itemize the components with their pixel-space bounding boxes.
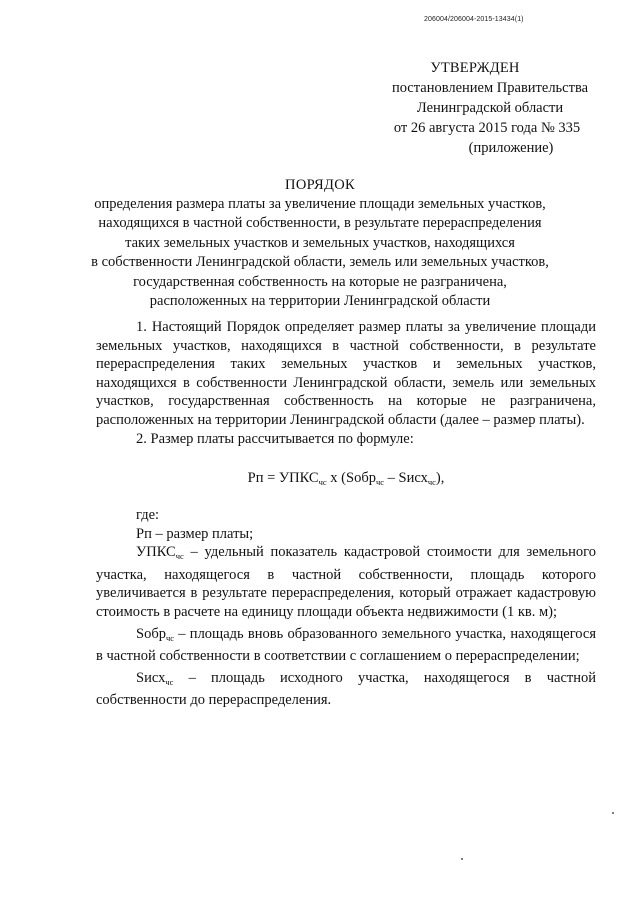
definition-term: УПКС — [136, 544, 176, 561]
approval-line-4: (приложение) — [468, 140, 554, 156]
approval-line-1: постановлением Правительства — [391, 80, 589, 96]
definition-text: – удельный показатель кадастровой стоимости для земельного участка, находящегося в частной собственности, площадь которого увеличивается в результате перераспределения, который отражает кадастровую стоимость в расчете на единицу площади объекта недвижимости (1 кв. м); — [96, 544, 596, 620]
definition-sisx — [96, 669, 596, 710]
definition-term-sub: чс — [165, 632, 175, 643]
definition-text: – площадь исходного участка, находящегося в частной собственности до перераспределения. — [96, 669, 596, 709]
document-subtitle — [60, 195, 580, 311]
definitions-block — [96, 506, 596, 710]
paragraph-1-block — [96, 318, 596, 430]
formula-mid: х (Sобр — [326, 470, 376, 486]
paragraph-1: 1. Настоящий Порядок определяет размер платы за увеличение площади земельных участков, находящихся в частной собственности, в результате перераспределения таких земельных участков и земельных участков, находящихся в собственности Ленинградской области, земель или земельных участков, государственная собственность на которые не разграничена, расположенных на территории Ленинградской области (далее – размер платы). — [96, 319, 596, 428]
definition-term-sub: чс — [175, 551, 184, 562]
formula — [96, 470, 596, 487]
approval-line-2: Ленинградской области — [416, 100, 564, 116]
formula-sub: чс — [375, 477, 385, 487]
where-label: где: — [136, 507, 160, 523]
formula-sub: чс — [318, 477, 327, 487]
definition-sobr — [96, 625, 596, 666]
subtitle-line: государственная собственность на которые не разграничена, — [133, 273, 507, 290]
paragraph-2: 2. Размер платы рассчитывается по формуле: — [136, 431, 414, 447]
formula-left: Рп = УПКС — [247, 470, 319, 486]
subtitle-line: в собственности Ленинградской области, земель или земельных участков, — [91, 254, 549, 271]
formula-minus: – Sисх — [384, 470, 428, 486]
scan-speck — [461, 858, 463, 860]
definition-rp: Рп – размер платы; — [136, 525, 254, 542]
document-title — [0, 175, 640, 195]
approval-line-3: от 26 августа 2015 года № 335 — [393, 120, 581, 136]
formula-end: ), — [435, 470, 445, 486]
approved-label: УТВЕРЖДЕН — [430, 60, 520, 76]
approval-block — [380, 58, 600, 158]
title-text: ПОРЯДОК — [285, 177, 355, 193]
subtitle-line: определения размера платы за увеличение площади земельных участков, — [94, 196, 546, 212]
definition-upks — [96, 543, 596, 621]
paragraph-2-block — [96, 430, 596, 449]
subtitle-line: таких земельных участков и земельных участков, находящихся — [125, 234, 515, 251]
definition-text: – площадь вновь образованного земельного участка, находящегося в частной собственности в соответствии с соглашением о перераспределении; — [96, 625, 596, 665]
scan-speck — [612, 812, 614, 814]
subtitle-line: расположенных на территории Ленинградской области — [149, 293, 491, 310]
definition-term-sub: чс — [165, 676, 174, 687]
definition-term: Sобр — [136, 625, 166, 642]
formula-sub: чс — [427, 477, 436, 487]
subtitle-line: находящихся в частной собственности, в результате перераспределения — [98, 215, 542, 232]
document-code: 206004/206004-2015-13434(1) — [424, 16, 524, 23]
definition-term: Sисх — [136, 669, 166, 686]
